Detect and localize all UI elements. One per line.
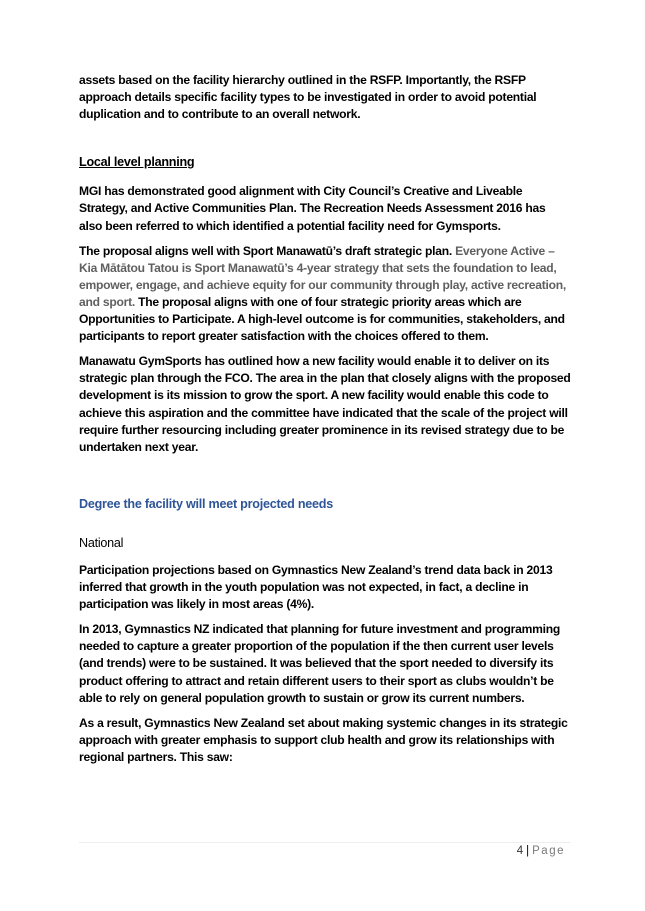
paragraph-systemic-changes: As a result, Gymnastics New Zealand set about making systemic changes in its strategic approach with greater emphasis to support club health and grow its relationships with regional partners. This saw: (79, 715, 568, 764)
local-level-planning-heading: Local level planning (79, 155, 195, 170)
paragraph-participation-projections: Participation projections based on Gymnastics New Zealand’s trend data back in 2013 inferred that growth in the youth population was not expected, in fact, a decline in participation was likely in most areas (4%). (79, 562, 553, 612)
paragraph-rsfp-approach: assets based on the facility hierarchy outlined in the RSFP. Importantly, the RSFP approach details specific facility types to be investigated in order to avoid potential duplication and to contribute to an overall network. (79, 73, 537, 122)
everyone-active-strategy-text: Everyone Active – Kia Mātātou Tatou is Sport Manawatū’s 4-year strategy that sets the foundation to lead, empower, engage, and achieve equity for our community through play, active recreation, and sport. (79, 243, 567, 309)
paragraph-investment-planning: In 2013, Gymnastics NZ indicated that planning for future investment and programming needed to capture a greater proportion of the population if the then current user levels (and trends) were to be sustained. It was believed that the sport needed to diversify its product offering to attract and retain different users to their sport as clubs wouldn’t be able to rely on general population growth to sustain or grow its current numbers. (79, 622, 560, 705)
sport-manawatu-lead: The proposal aligns well with Sport Manawatū’s draft strategic plan. (79, 243, 456, 258)
degree-facility-heading: Degree the facility will meet projected needs (79, 496, 334, 511)
page-number: 4 (516, 845, 524, 857)
page-label: Page (532, 845, 565, 857)
paragraph-mgi-alignment: MGI has demonstrated good alignment with City Council’s Creative and Liveable Strategy, and Active Communities Plan. The Recreation Needs Assessment 2016 has also been referred to which identified a potential facility need for Gymsports. (79, 184, 546, 233)
page-body (79, 72, 571, 766)
page-footer (517, 845, 565, 857)
paragraph-sport-manawatu (79, 243, 571, 346)
footer-divider (79, 842, 571, 843)
strategic-priority-text: The proposal aligns with one of four strategic priority areas which are Opportunities to Participate. A high-level outcome is for communities, stakeholders, and participants to report greater satisfaction with the choices offered to them. (79, 294, 565, 344)
paragraph-gymsports-plan: Manawatu GymSports has outlined how a new facility would enable it to deliver on its strategic plan through the FCO. The area in the plan that closely aligns with the proposed development is its mission to grow the sport. A new facility would enable this code to achieve this aspiration and the committee have indicated that the scale of the project will require further resourcing including greater prominence in its revised strategy due to be undertaken next year. (79, 354, 571, 454)
national-heading: National (79, 535, 124, 550)
footer-separator: | (526, 845, 530, 857)
